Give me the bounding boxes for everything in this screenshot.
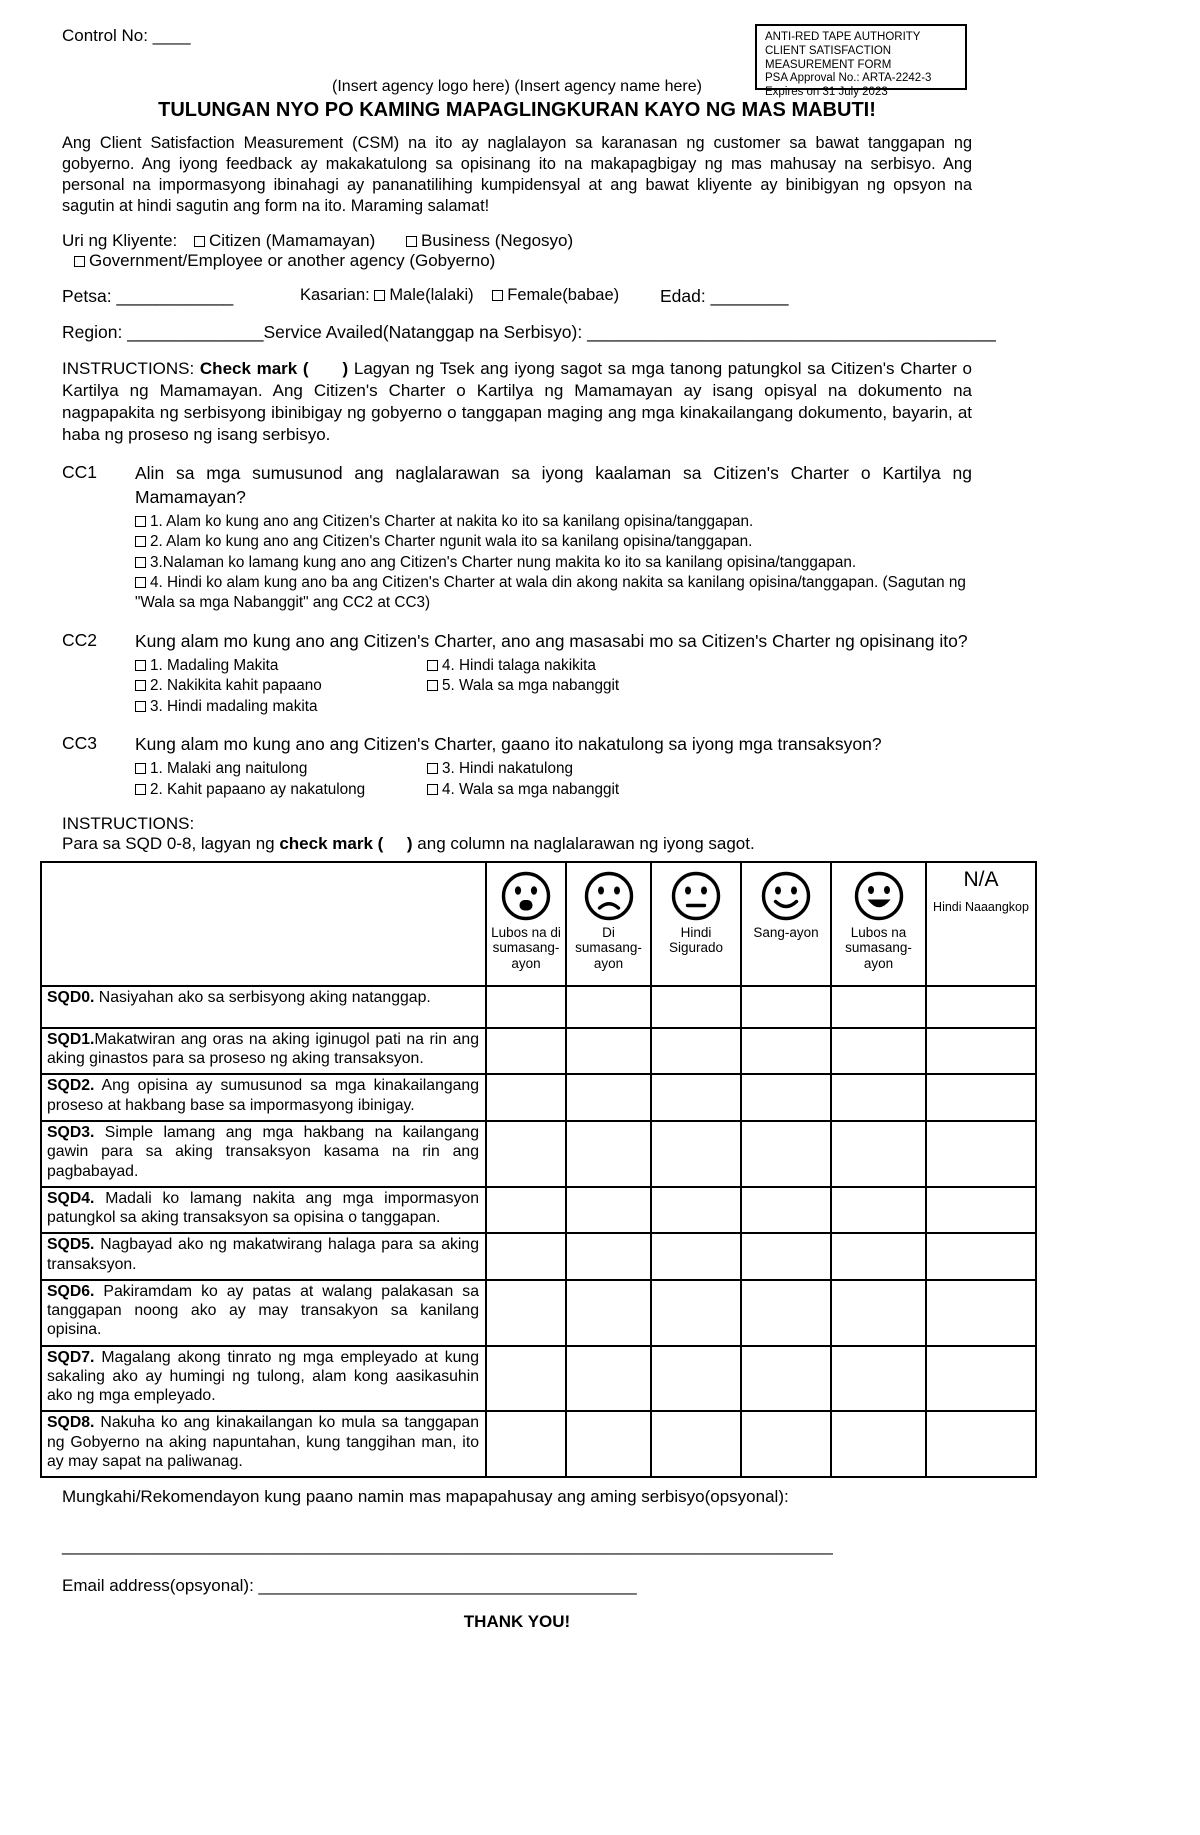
kasarian-label: Kasarian:: [300, 286, 370, 305]
sqd8-answer-agree[interactable]: [741, 1411, 831, 1477]
sqd5-statement: SQD5. Nagbayad ako ng makatwirang halaga para sa aking transaksyon.: [41, 1233, 486, 1280]
cc1-question: Alin sa mga sumusunod ang naglalarawan sa iyong kaalaman sa Citizen's Charter o Kartilya ng Mamamayan?: [135, 463, 972, 507]
agency-placeholder: (Insert agency logo here) (Insert agency name here): [332, 78, 702, 95]
cc3-option-2[interactable]: 2. Kahit papaano ay nakatulong: [135, 780, 427, 800]
column-agree: Sang-ayon: [741, 862, 831, 986]
sqd1-answer-agree[interactable]: [741, 1028, 831, 1075]
sqd-instructions-label: INSTRUCTIONS:: [62, 813, 195, 833]
thank-you-text: THANK YOU!: [463, 1612, 571, 1632]
client-type-option-citizen[interactable]: Citizen (Mamamayan): [194, 231, 375, 250]
cc-instructions-text: Lagyan ng Tsek ang iyong sagot sa mga tanong patungkol sa Citizen's Charter o Kartilya ng Mamamayan. Ang Citizen's Charter o Kartilya ng Mamamayan ay isang opisyal na dokumento na nagpapakita ng serbisyong ibinibigay ng gobyerno o tanggapan maging ang mga kinakailangang dokumento, bayarin, at haba ng proseso ng isang serbisyo.: [62, 359, 972, 445]
question-cc3: [62, 733, 972, 800]
column-strongly-agree: Lubos na sumasang-ayon: [831, 862, 926, 986]
sqd2-answer-agree[interactable]: [741, 1074, 831, 1121]
client-type-option-government[interactable]: Government/Employee or another agency (Gobyerno): [74, 251, 495, 270]
sqd-row-7: [41, 1346, 1036, 1412]
sqd4-answer-strongly-agree[interactable]: [831, 1187, 926, 1234]
sqd4-answer-agree[interactable]: [741, 1187, 831, 1234]
sqd3-answer-strongly-disagree[interactable]: [486, 1121, 566, 1187]
cc2-option-4[interactable]: 4. Hindi talaga nakikita: [427, 656, 972, 676]
sqd5-answer-neutral[interactable]: [651, 1233, 741, 1280]
cc1-option-1[interactable]: 1. Alam ko kung ano ang Citizen's Charter at nakita ko ito sa kanilang opisina/tanggapan.: [135, 512, 972, 532]
checkbox-icon[interactable]: [135, 763, 146, 774]
client-type-row: [62, 231, 972, 271]
very-satisfied-face-icon: [834, 870, 923, 922]
region-service-row: [62, 322, 996, 343]
very-dissatisfied-face-icon: [489, 870, 563, 922]
checkbox-icon[interactable]: [194, 236, 205, 247]
suggestion-field[interactable]: ____________________________________________________________________________________: [62, 1537, 833, 1556]
cc-instructions: [62, 358, 972, 446]
arta-line-4: PSA Approval No.: ARTA-2242-3: [765, 72, 932, 85]
sqd7-answer-na[interactable]: [926, 1346, 1036, 1412]
sqd8-answer-disagree[interactable]: [566, 1411, 651, 1477]
sqd7-statement: SQD7. Magalang akong tinrato ng mga empleyado at kung sakaling ako ay humingi ng tulong, alam kong aasikasuhin ako ng mga empleyado.: [41, 1346, 486, 1412]
control-no-field[interactable]: Control No: ____: [62, 26, 191, 45]
checkbox-icon[interactable]: [135, 536, 146, 547]
checkbox-icon[interactable]: [427, 784, 438, 795]
sqd-row-2: [41, 1074, 1036, 1121]
sqd6-answer-strongly-agree[interactable]: [831, 1280, 926, 1346]
column-strongly-disagree: Lubos na di sumasang-ayon: [486, 862, 566, 986]
sqd-instructions-text: Para sa SQD 0-8, lagyan ng check mark ( ) ang column na naglalarawan ng iyong sagot.: [62, 833, 755, 853]
sqd1-answer-disagree[interactable]: [566, 1028, 651, 1075]
question-cc2: [62, 630, 972, 717]
client-type-option-business[interactable]: Business (Negosyo): [406, 231, 573, 250]
cc3-option-1[interactable]: 1. Malaki ang naitulong: [135, 759, 427, 779]
email-field[interactable]: ________________________________________: [258, 1576, 637, 1596]
sqd1-statement: SQD1.Makatwiran ang oras na aking iginugol pati na rin ang aking ginastos para sa proseso ng aking transaksyon.: [41, 1028, 486, 1075]
sqd5-answer-strongly-agree[interactable]: [831, 1233, 926, 1280]
sqd0-answer-agree[interactable]: [741, 986, 831, 1028]
cc2-option-5[interactable]: 5. Wala sa mga nabanggit: [427, 676, 972, 696]
sqd-row-5: [41, 1233, 1036, 1280]
sqd5-answer-strongly-disagree[interactable]: [486, 1233, 566, 1280]
kasarian-option-female[interactable]: Female(babae): [492, 286, 619, 304]
sqd3-answer-na[interactable]: [926, 1121, 1036, 1187]
cc3-option-4[interactable]: 4. Wala sa mga nabanggit: [427, 780, 972, 800]
checkbox-icon[interactable]: [374, 290, 385, 301]
sqd6-answer-agree[interactable]: [741, 1280, 831, 1346]
region-label: Region:: [62, 322, 123, 343]
sqd-row-1: [41, 1028, 1036, 1075]
sqd7-answer-neutral[interactable]: [651, 1346, 741, 1412]
sqd1-answer-na[interactable]: [926, 1028, 1036, 1075]
sqd6-answer-strongly-disagree[interactable]: [486, 1280, 566, 1346]
sqd5-answer-disagree[interactable]: [566, 1233, 651, 1280]
sqd-row-6: [41, 1280, 1036, 1346]
suggestion-label: Mungkahi/Rekomendayon kung paano namin mas mapapahusay ang aming serbisyo(opsyonal):: [62, 1487, 789, 1507]
region-field[interactable]: ______________: [127, 322, 264, 343]
sqd4-answer-na[interactable]: [926, 1187, 1036, 1234]
sqd7-answer-disagree[interactable]: [566, 1346, 651, 1412]
sqd1-answer-neutral[interactable]: [651, 1028, 741, 1075]
cc2-code: CC2: [62, 629, 98, 650]
email-label: Email address(opsyonal):: [62, 1576, 254, 1596]
question-cc1: [62, 462, 972, 613]
checkbox-icon[interactable]: [492, 290, 503, 301]
arta-line-2: CLIENT SATISFACTION: [765, 44, 892, 57]
sqd0-answer-neutral[interactable]: [651, 986, 741, 1028]
sqd1-answer-strongly-agree[interactable]: [831, 1028, 926, 1075]
checkbox-icon[interactable]: [135, 701, 146, 712]
sqd3-statement: SQD3. Simple lamang ang mga hakbang na kailangang gawin para sa aking transaksyon kasama na rin ang pagbabayad.: [41, 1121, 486, 1187]
sqd7-answer-agree[interactable]: [741, 1346, 831, 1412]
sqd2-answer-disagree[interactable]: [566, 1074, 651, 1121]
arta-line-3: MEASUREMENT FORM: [765, 58, 892, 71]
sqd0-statement: SQD0. Nasiyahan ako sa serbisyong aking natanggap.: [41, 986, 486, 1028]
cc1-option-4[interactable]: 4. Hindi ko alam kung ano ba ang Citizen's Charter at wala din akong nakita sa kanilang opisina/tanggapan. (Sagutan ng "Wala sa mga Nabanggit" ang CC2 at CC3): [135, 574, 966, 612]
cc-instructions-label: INSTRUCTIONS:: [62, 359, 195, 379]
cc1-option-3[interactable]: 3.Nalaman ko lamang kung ano ang Citizen's Charter nung makita ko ito sa kanilang opisina/tanggapan.: [135, 553, 972, 573]
sqd0-answer-strongly-agree[interactable]: [831, 986, 926, 1028]
na-sublabel: Hindi Naaangkop: [933, 899, 1029, 914]
sqd3-answer-disagree[interactable]: [566, 1121, 651, 1187]
checkbox-icon[interactable]: [135, 577, 146, 588]
kasarian-option-male[interactable]: Male(lalaki): [374, 286, 473, 304]
sqd-header-row: [41, 862, 1036, 986]
checkbox-icon[interactable]: [135, 784, 146, 795]
sqd2-answer-na[interactable]: [926, 1074, 1036, 1121]
dissatisfied-face-icon: [569, 870, 648, 922]
sqd2-statement: SQD2. Ang opisina ay sumusunod sa mga kinakailangang proseso at hakbang base sa impormasyong ibinigay.: [41, 1074, 486, 1121]
checkbox-icon[interactable]: [135, 680, 146, 691]
sqd7-answer-strongly-agree[interactable]: [831, 1346, 926, 1412]
cc2-option-3[interactable]: 3. Hindi madaling makita: [135, 697, 427, 717]
cc2-question: Kung alam mo kung ano ang Citizen's Charter, ano ang masasabi mo sa Citizen's Charter ng opisinang ito?: [135, 630, 968, 651]
checkbox-icon[interactable]: [406, 236, 417, 247]
sqd-instructions-checkmark: check mark ( ): [279, 833, 413, 853]
cc3-code: CC3: [62, 732, 98, 753]
column-neutral: Hindi Sigurado: [651, 862, 741, 986]
sqd8-answer-strongly-disagree[interactable]: [486, 1411, 566, 1477]
cc-instructions-checkmark: Check mark ( ): [199, 359, 349, 379]
edad-field[interactable]: ________: [710, 286, 789, 307]
sqd8-statement: SQD8. Nakuha ko ang kinakailangan ko mula sa tanggapan ng Gobyerno na aking napuntahan, kung tanggihan man, ito ay may sapat na paliwanag.: [41, 1411, 486, 1477]
sqd4-answer-neutral[interactable]: [651, 1187, 741, 1234]
sqd1-answer-strongly-disagree[interactable]: [486, 1028, 566, 1075]
sqd2-answer-neutral[interactable]: [651, 1074, 741, 1121]
sqd-row-4: [41, 1187, 1036, 1234]
cc1-code: CC1: [62, 462, 98, 483]
criteria-header-cell: [41, 862, 486, 986]
checkbox-icon[interactable]: [427, 660, 438, 671]
sqd0-answer-disagree[interactable]: [566, 986, 651, 1028]
checkbox-icon[interactable]: [74, 256, 85, 267]
sqd6-answer-neutral[interactable]: [651, 1280, 741, 1346]
sqd6-answer-disagree[interactable]: [566, 1280, 651, 1346]
sqd0-answer-na[interactable]: [926, 986, 1036, 1028]
checkbox-icon[interactable]: [135, 660, 146, 671]
sqd7-answer-strongly-disagree[interactable]: [486, 1346, 566, 1412]
intro-paragraph: Ang Client Satisfaction Measurement (CSM) na ito ay naglalayon sa karanasan ng customer sa bawat tanggapan ng gobyerno. Ang iyong feedback ay makakatulong sa opisinang ito na makapagbigay ng mas mahusay na serbisyo. Ang personal na impormasyong ibinahagi ay pananatilihing kumpidensyal at ang bawat kliyente ay binibigyan ng opsyon na sagutin at hindi sagutin ang form na ito. Maraming salamat!: [62, 134, 972, 216]
sqd3-answer-agree[interactable]: [741, 1121, 831, 1187]
petsa-label: Petsa:: [62, 286, 112, 307]
sqd8-answer-neutral[interactable]: [651, 1411, 741, 1477]
cc2-option-2[interactable]: 2. Nakikita kahit papaano: [135, 676, 427, 696]
client-type-label: Uri ng Kliyente:: [62, 231, 178, 251]
csm-form-page: [47, 0, 1029, 1632]
sqd-row-8: [41, 1411, 1036, 1477]
cc3-option-3[interactable]: 3. Hindi nakatulong: [427, 759, 972, 779]
petsa-field[interactable]: ____________: [116, 286, 234, 307]
checkbox-icon[interactable]: [427, 680, 438, 691]
column-disagree: Di sumasang-ayon: [566, 862, 651, 986]
sqd0-answer-strongly-disagree[interactable]: [486, 986, 566, 1028]
checkbox-icon[interactable]: [427, 763, 438, 774]
arta-line-5: Expires on 31 July 2023: [765, 86, 888, 99]
sqd5-answer-na[interactable]: [926, 1233, 1036, 1280]
sqd6-statement: SQD6. Pakiramdam ko ay patas at walang palakasan sa tanggapan noong ako ay may transakyon sa kanilang opisina.: [41, 1280, 486, 1346]
cc3-question: Kung alam mo kung ano ang Citizen's Charter, gaano ito nakatulong sa iyong mga transaksyon?: [135, 733, 882, 754]
checkbox-icon[interactable]: [135, 516, 146, 527]
sqd4-statement: SQD4. Madali ko lamang nakita ang mga impormasyon patungkol sa aking transaksyon sa opisina o tanggapan.: [41, 1187, 486, 1234]
edad-label: Edad:: [660, 286, 706, 307]
sqd2-answer-strongly-disagree[interactable]: [486, 1074, 566, 1121]
checkbox-icon[interactable]: [135, 557, 146, 568]
satisfied-face-icon: [744, 870, 828, 922]
cc2-option-1[interactable]: 1. Madaling Makita: [135, 656, 427, 676]
service-availed-field[interactable]: __________________________________________: [587, 322, 996, 343]
sqd2-answer-strongly-agree[interactable]: [831, 1074, 926, 1121]
sqd-table: [40, 861, 1037, 1478]
na-label: N/A: [963, 867, 999, 891]
sqd8-answer-strongly-agree[interactable]: [831, 1411, 926, 1477]
service-availed-label: Service Availed(Natanggap na Serbisyo):: [263, 322, 583, 343]
column-na: [926, 862, 1036, 986]
arta-approval-box: [755, 24, 967, 99]
sqd3-answer-strongly-agree[interactable]: [831, 1121, 926, 1187]
personal-info-row: [62, 286, 972, 307]
sqd5-answer-agree[interactable]: [741, 1233, 831, 1280]
sqd8-answer-na[interactable]: [926, 1411, 1036, 1477]
cc1-option-2[interactable]: 2. Alam ko kung ano ang Citizen's Charter ngunit wala ito sa kanilang opisina/tanggapan.: [135, 532, 972, 552]
sqd3-answer-neutral[interactable]: [651, 1121, 741, 1187]
sqd-row-0: [41, 986, 1036, 1028]
arta-line-1: ANTI-RED TAPE AUTHORITY: [765, 31, 921, 43]
sqd-row-3: [41, 1121, 1036, 1187]
neutral-face-icon: [654, 870, 738, 922]
sqd4-answer-strongly-disagree[interactable]: [486, 1187, 566, 1234]
sqd4-answer-disagree[interactable]: [566, 1187, 651, 1234]
sqd6-answer-na[interactable]: [926, 1280, 1036, 1346]
form-title: TULUNGAN NYO PO KAMING MAPAGLINGKURAN KAYO NG MAS MABUTI!: [158, 99, 876, 121]
